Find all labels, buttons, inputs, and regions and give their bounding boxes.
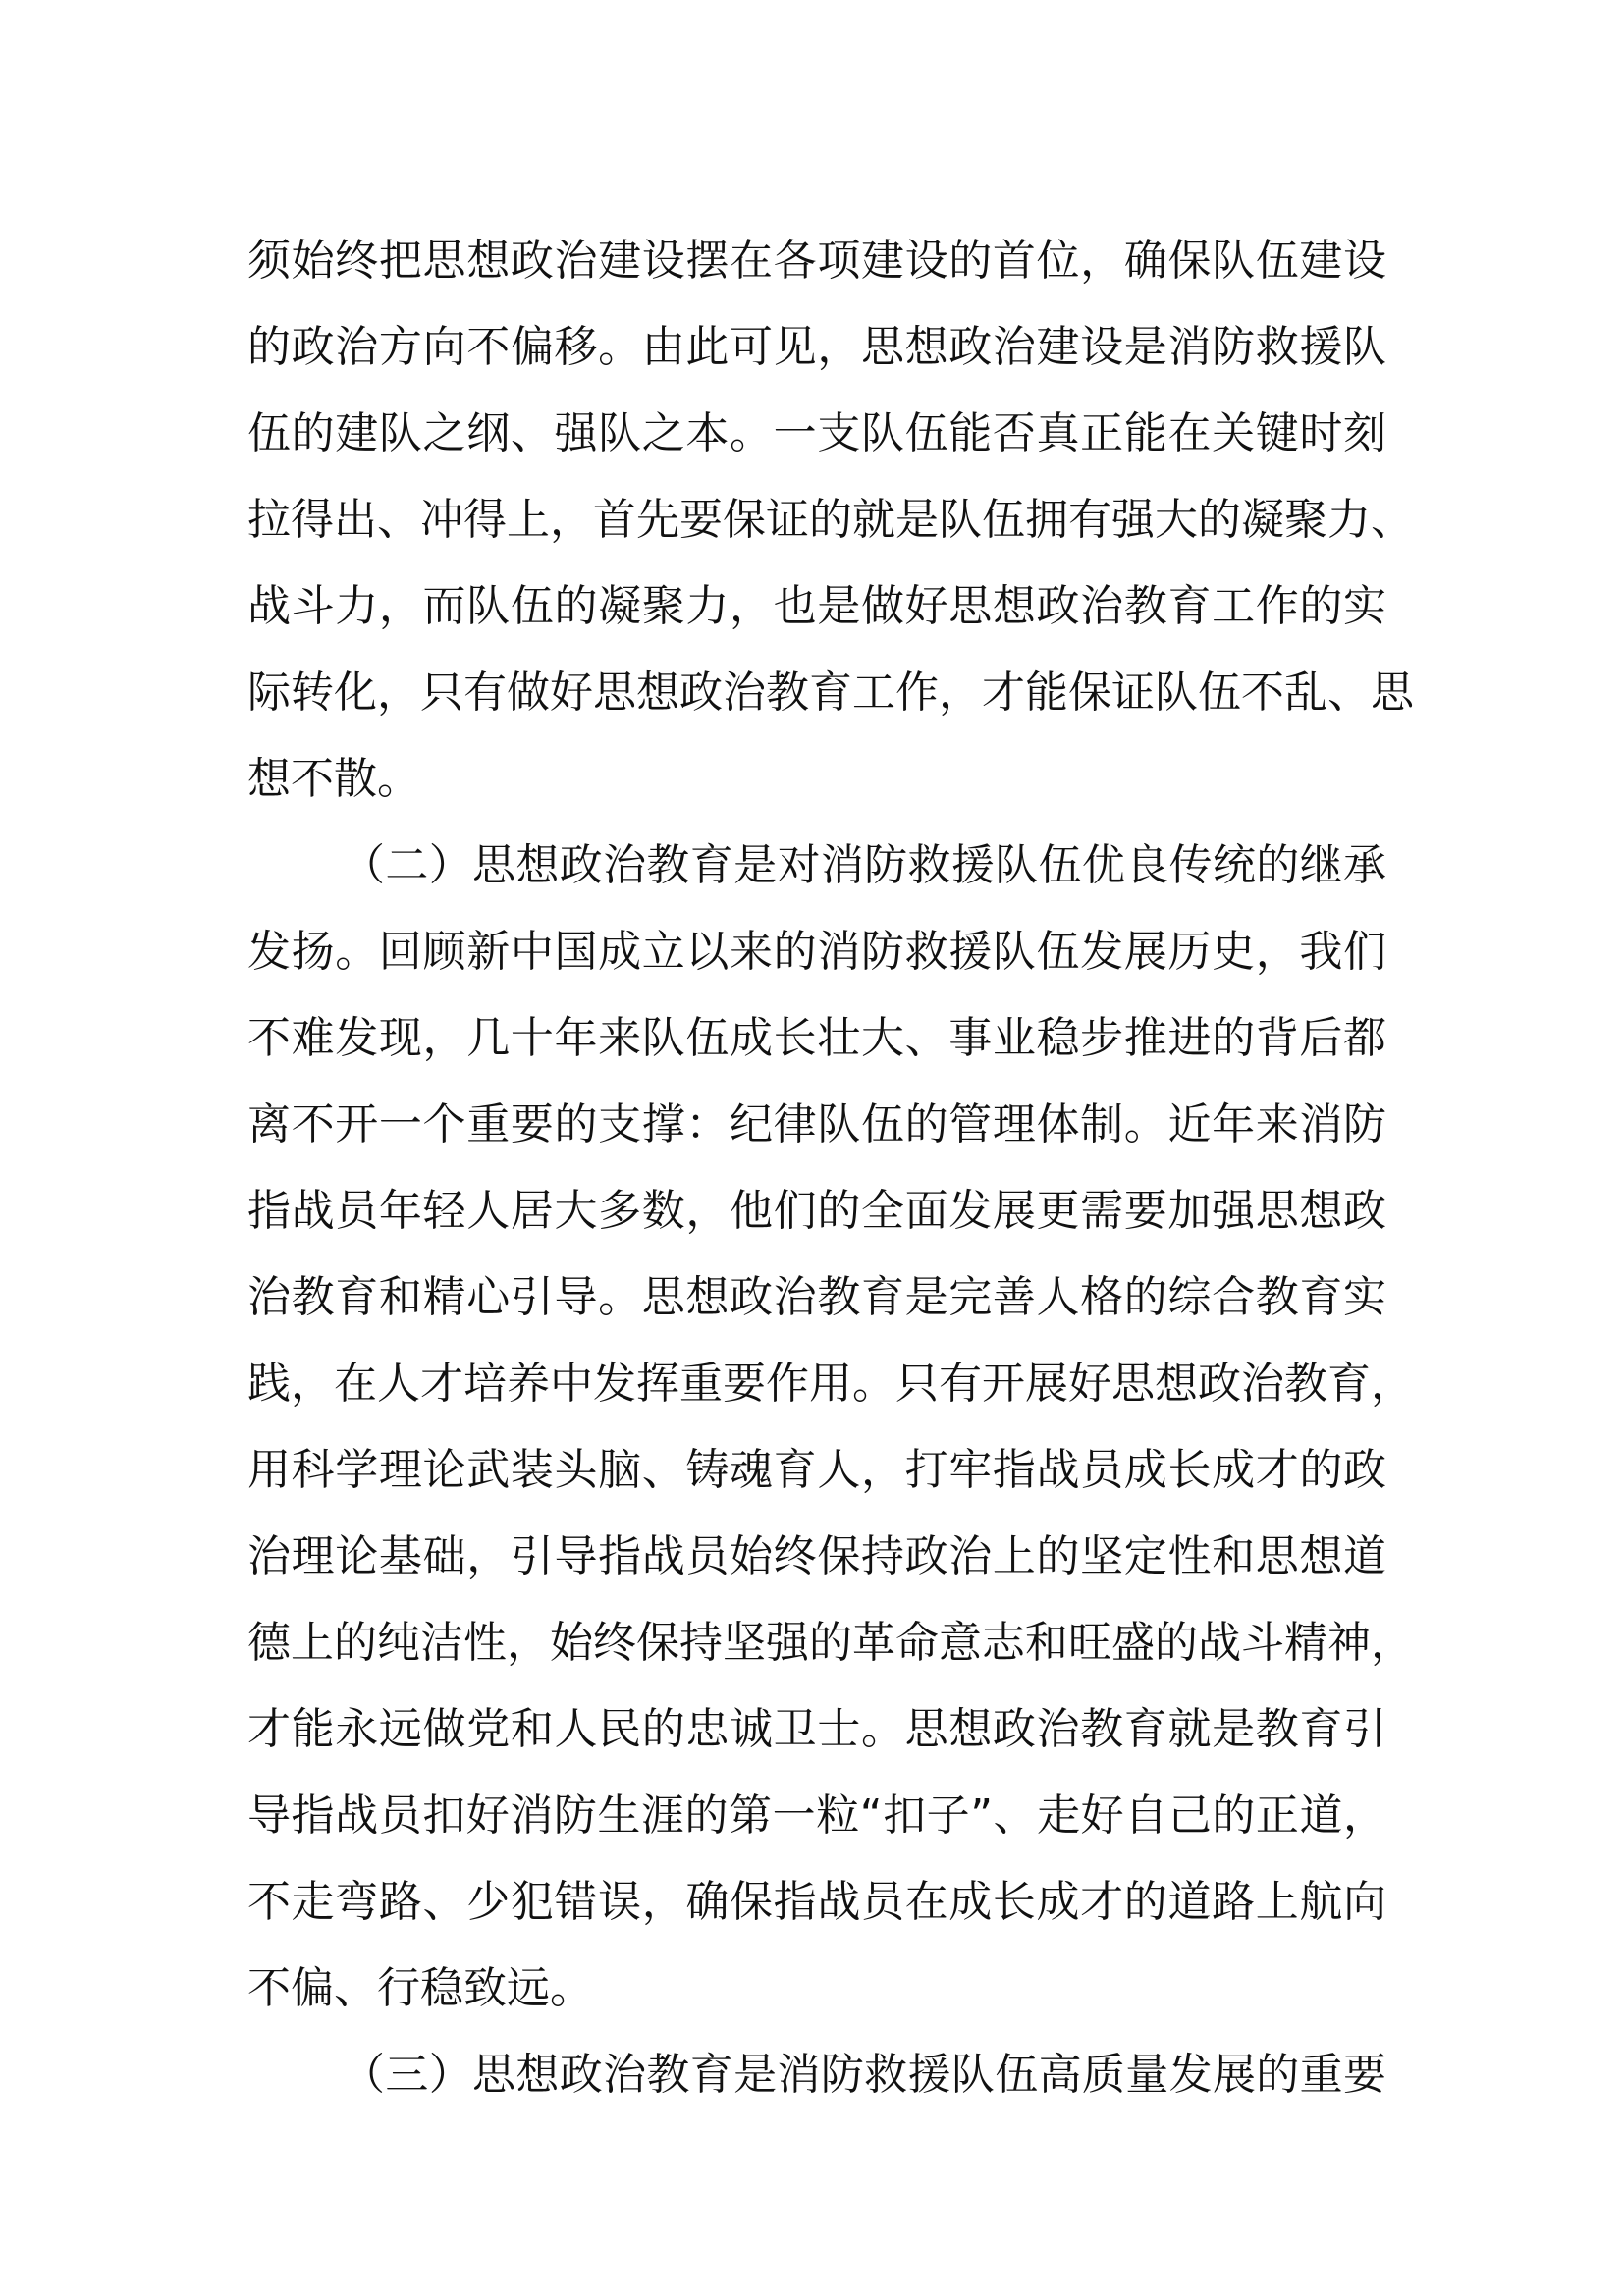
text-line: 用科学理论武装头脑、铸魂育人，打牢指战员成长成才的政 — [247, 1445, 1386, 1495]
text-line: 战斗力，而队伍的凝聚力，也是做好思想政治教育工作的实 — [247, 581, 1386, 631]
text-line: 治理论基础，引导指战员始终保持政治上的坚定性和思想道 — [247, 1531, 1386, 1581]
text-line: 才能永远做党和人民的忠诚卫士。思想政治教育就是教育引 — [247, 1704, 1386, 1754]
text-line: 离不开一个重要的支撑：纪律队伍的管理体制。近年来消防 — [247, 1099, 1386, 1149]
paragraph-end-line: 想不散。 — [247, 754, 420, 804]
paragraph-end-line: 不偏、行稳致远。 — [247, 1963, 593, 2013]
text-line: 伍的建队之纲、强队之本。一支队伍能否真正能在关键时刻 — [247, 408, 1386, 458]
text-line: 德上的纯洁性，始终保持坚强的革命意志和旺盛的战斗精神， — [247, 1618, 1414, 1668]
text-line: 际转化，只有做好思想政治教育工作，才能保证队伍不乱、思 — [247, 667, 1414, 718]
text-line: 拉得出、冲得上，首先要保证的就是队伍拥有强大的凝聚力、 — [247, 495, 1414, 545]
text-line: 不走弯路、少犯错误，确保指战员在成长成才的道路上航向 — [247, 1877, 1386, 1927]
text-line: 指战员年轻人居大多数，他们的全面发展更需要加强思想政 — [247, 1186, 1386, 1236]
text-line: 发扬。回顾新中国成立以来的消防救援队伍发展历史，我们 — [247, 927, 1386, 977]
text-line: 的政治方向不偏移。由此可见，思想政治建设是消防救援队 — [247, 322, 1386, 372]
section-heading-three: （三）思想政治教育是消防救援队伍高质量发展的重要 — [342, 2050, 1386, 2100]
document-body — [247, 218, 1414, 2118]
text-line: 导指战员扣好消防生涯的第一粒“扣子”、走好自己的正道， — [247, 1790, 1386, 1841]
section-heading-two: （二）思想政治教育是对消防救援队伍优良传统的继承 — [342, 840, 1386, 890]
text-line: 须始终把思想政治建设摆在各项建设的首位，确保队伍建设 — [247, 236, 1386, 286]
text-line: 践，在人才培养中发挥重要作用。只有开展好思想政治教育， — [247, 1359, 1414, 1409]
text-line: 治教育和精心引导。思想政治教育是完善人格的综合教育实 — [247, 1272, 1386, 1322]
text-line: 不难发现，几十年来队伍成长壮大、事业稳步推进的背后都 — [247, 1013, 1386, 1063]
